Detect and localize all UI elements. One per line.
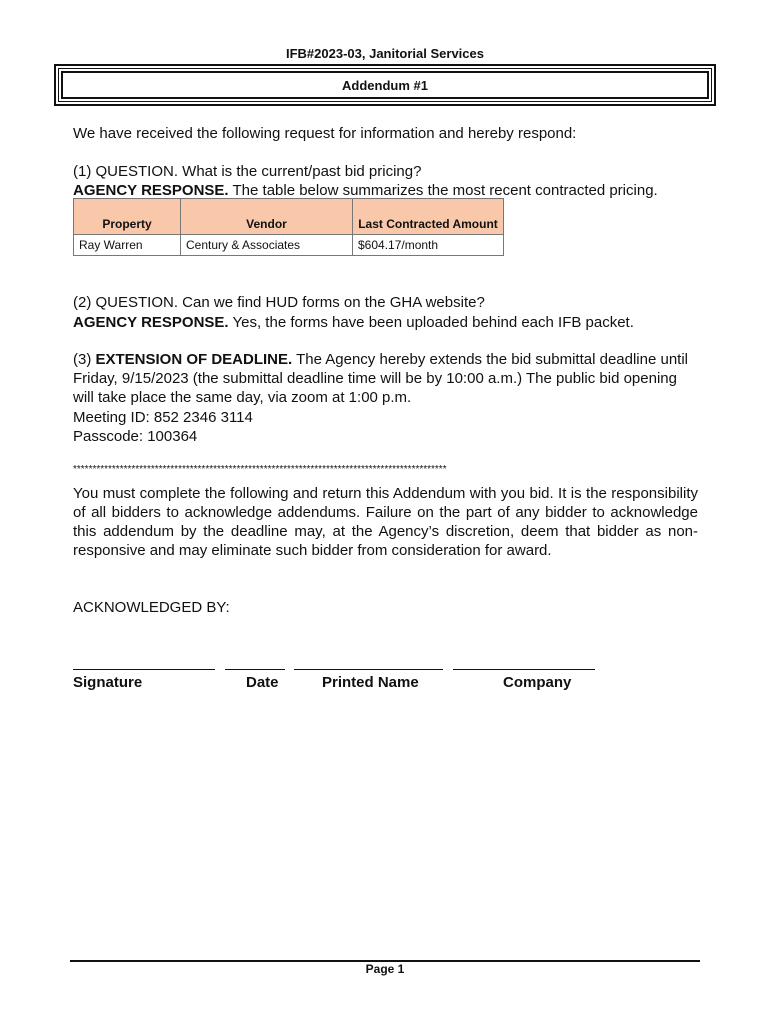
response-2-label: AGENCY RESPONSE. <box>73 314 229 331</box>
company-label: Company <box>503 674 572 691</box>
response-2 <box>73 313 698 332</box>
deadline-extension-paragraph <box>73 350 698 407</box>
response-1-text: The table below summarizes the most recent contracted pricing. <box>228 182 658 199</box>
signature-line <box>73 669 215 670</box>
deadline-label: EXTENSION OF DEADLINE. <box>95 351 293 368</box>
printed-name-line <box>294 669 443 670</box>
printed-name-label: Printed Name <box>322 674 419 691</box>
cell-vendor: Century & Associates <box>181 235 353 256</box>
page-number: Page 1 <box>365 962 405 976</box>
column-header-amount: Last Contracted Amount <box>353 199 504 235</box>
acknowledged-by-label: ACKNOWLEDGED BY: <box>73 599 230 616</box>
cell-property: Ray Warren <box>74 235 181 256</box>
question-2: (2) QUESTION. Can we find HUD forms on the GHA website? <box>73 294 485 311</box>
document-header: IFB#2023-03, Janitorial Services <box>285 46 484 61</box>
intro-paragraph: We have received the following request for information and hereby respond: <box>73 125 577 142</box>
passcode: Passcode: 100364 <box>73 428 198 445</box>
acknowledgement-notice: You must complete the following and return this Addendum with you bid. It is the responsibility of all bidders to acknowledge addendums. Failure on the part of any bidder to acknowledge this addendum by the deadline may, at the Agency’s discretion, deem that bidder as non-responsive and may eliminate such bidder from consideration for award. <box>73 485 698 559</box>
meeting-id: Meeting ID: 852 2346 3114 <box>73 409 253 426</box>
response-1-label: AGENCY RESPONSE. <box>73 182 229 199</box>
table-row <box>74 235 504 256</box>
date-line <box>225 669 285 670</box>
addendum-banner <box>54 64 716 106</box>
cell-amount: $604.17/month <box>353 235 504 256</box>
question-1: (1) QUESTION. What is the current/past bid pricing? <box>73 163 422 180</box>
column-header-property: Property <box>74 199 181 235</box>
column-header-vendor: Vendor <box>181 199 353 235</box>
table-header-row <box>74 199 504 235</box>
company-line <box>453 669 595 670</box>
date-label: Date <box>246 674 279 691</box>
deadline-prefix: (3) <box>73 351 96 368</box>
signature-label: Signature <box>73 674 143 691</box>
deadline-text: The Agency hereby extends the bid submittal deadline until Friday, 9/15/2023 (the submittal deadline time will be by 10:00 a.m.) The public bid opening will take place the same day, via zoom at 1:00 p.m. <box>73 351 689 406</box>
pricing-table <box>73 198 504 256</box>
addendum-title: Addendum #1 <box>61 71 709 99</box>
response-2-text: Yes, the forms have been uploaded behind each IFB packet. <box>228 314 634 331</box>
separator-line: ************************************************************************************************ <box>73 464 447 475</box>
